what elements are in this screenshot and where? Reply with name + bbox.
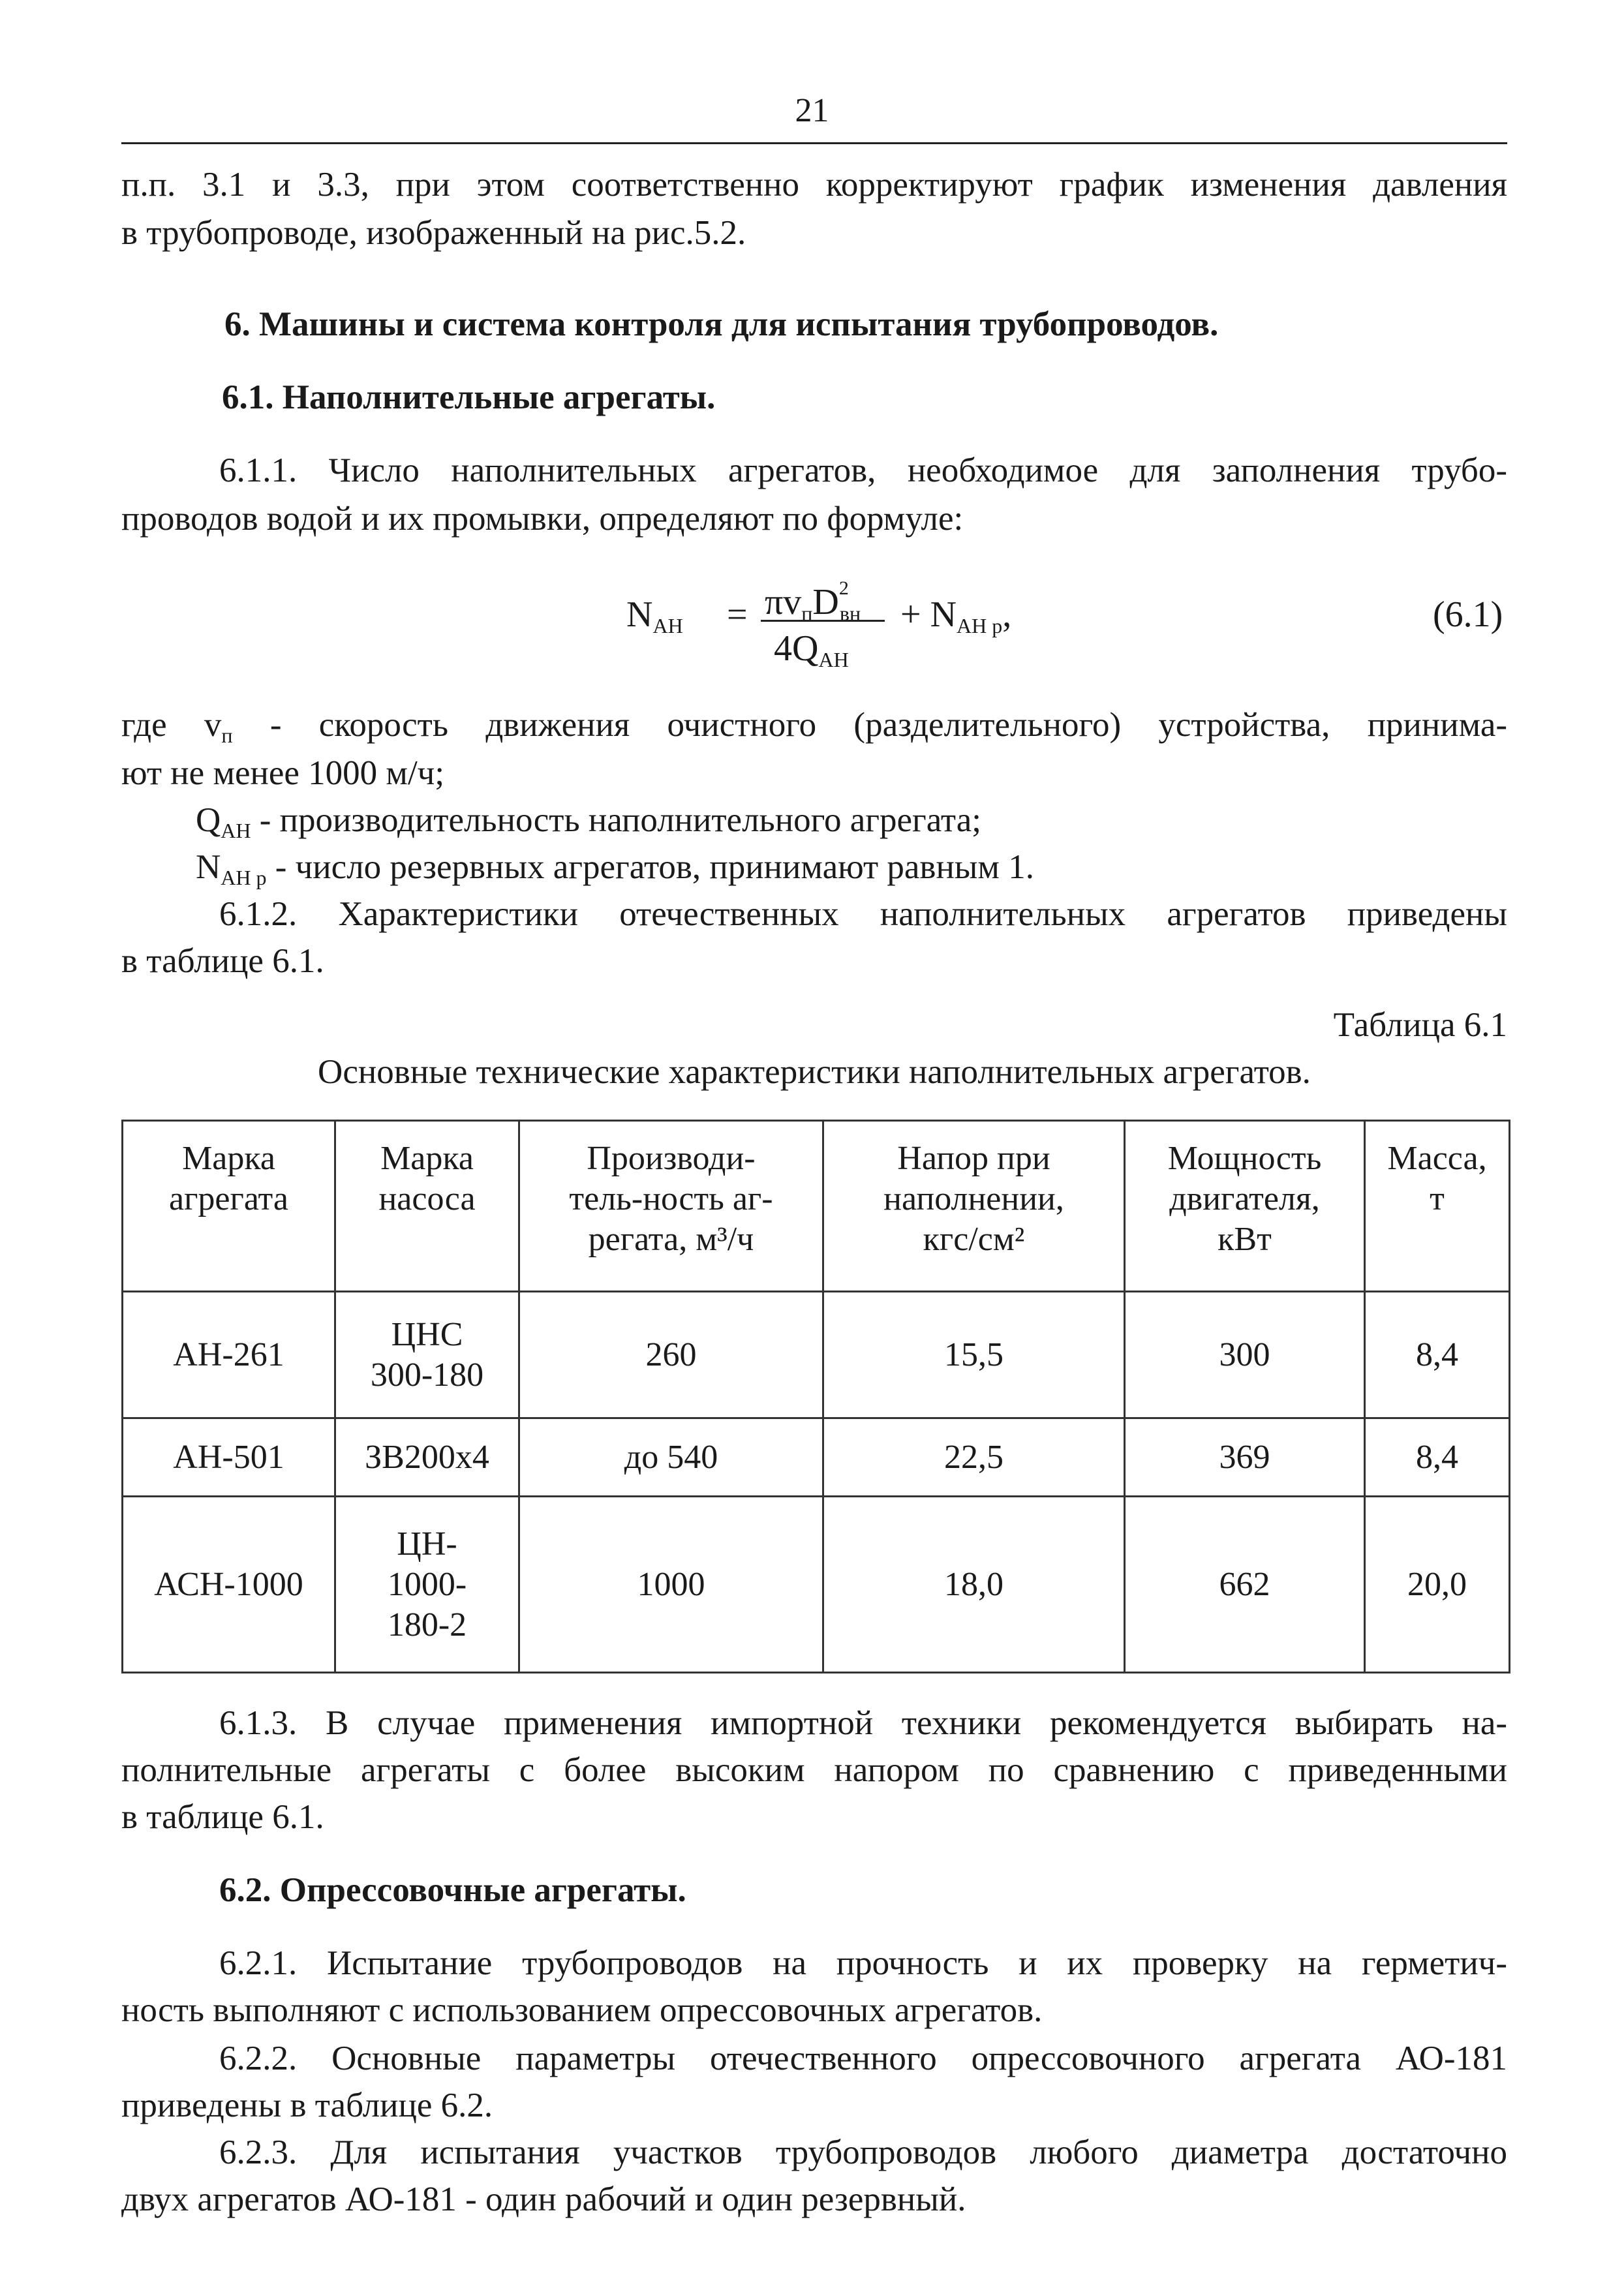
- p613-line-1: 6.1.3. В случае применения импортной техники рекомендуется выбирать на-: [219, 1704, 1507, 1742]
- cell-power: 662: [1125, 1497, 1365, 1673]
- nahr-definition: $N_{АН р}$ - число резервных агрегатов, принимают равным 1.: [196, 848, 1034, 889]
- header-power: Мощность двигателя, кВт: [1125, 1121, 1365, 1292]
- cell-capacity: 260: [519, 1292, 823, 1418]
- p613-line-2: полнительные агрегаты с более высоким напором по сравнению с приведенными: [121, 1751, 1507, 1789]
- section-6-heading: 6. Машины и система контроля для испытания трубопроводов.: [224, 305, 1219, 343]
- table-row: [123, 1292, 1510, 1418]
- section-6-1-heading: 6.1. Наполнительные агрегаты.: [222, 378, 716, 416]
- formula-number: (6.1): [1433, 594, 1503, 635]
- formula-denominator: $4Q_{АН}$: [774, 628, 849, 671]
- header-mass: Масса, т: [1365, 1121, 1510, 1292]
- formula-lhs: $N_{АН}$: [626, 594, 683, 637]
- p612-line-2: в таблице 6.1.: [121, 942, 324, 980]
- p611-line-2: проводов водой и их промывки, определяют по формуле:: [121, 500, 964, 538]
- formula-reserve-term: + $N_{АН р}$,: [900, 594, 1012, 637]
- cell-pump: ЦН- 1000- 180-2: [335, 1497, 519, 1673]
- cell-pressure: 22,5: [823, 1418, 1125, 1497]
- cell-pump: ЦНС 300-180: [335, 1292, 519, 1418]
- formula-fraction-bar: [761, 620, 885, 622]
- qah-definition: $Q_{АН}$ - производительность наполнительного агрегата;: [196, 801, 981, 842]
- cell-power: 369: [1125, 1418, 1365, 1497]
- cell-pressure: 15,5: [823, 1292, 1125, 1418]
- formula-numerator: $\pi v_пD^2_{вн}$: [765, 577, 861, 625]
- cell-pump: ЗВ200х4: [335, 1418, 519, 1497]
- cell-brand: АН-501: [123, 1418, 335, 1497]
- cell-capacity: 1000: [519, 1497, 823, 1673]
- where-line-1: где $v_п$ - скорость движения очистного (разделительного) устройства, принима-: [121, 706, 1507, 747]
- cell-mass: 8,4: [1365, 1418, 1510, 1497]
- p621-line-2: ность выполняют с использованием опрессовочных агрегатов.: [121, 1991, 1043, 2029]
- cell-brand: АСН-1000: [123, 1497, 335, 1673]
- cell-brand: АН-261: [123, 1292, 335, 1418]
- cell-mass: 8,4: [1365, 1292, 1510, 1418]
- page-number: 21: [795, 92, 829, 129]
- p623-line-1: 6.2.3. Для испытания участков трубопроводов любого диаметра достаточно: [219, 2133, 1507, 2171]
- table-row: [123, 1497, 1510, 1673]
- header-pump-brand: Марка насоса: [335, 1121, 519, 1292]
- p621-line-1: 6.2.1. Испытание трубопроводов на прочность и их проверку на герметич-: [219, 1944, 1507, 1982]
- table-header-row: [123, 1121, 1510, 1292]
- section-6-2-heading: 6.2. Опрессовочные агрегаты.: [219, 1871, 686, 1909]
- table-row: [123, 1418, 1510, 1497]
- p622-line-2: приведены в таблице 6.2.: [121, 2086, 493, 2124]
- cell-pressure: 18,0: [823, 1497, 1125, 1673]
- where-line-2: ют не менее 1000 м/ч;: [121, 754, 445, 792]
- p611-line-1: 6.1.1. Число наполнительных агрегатов, необходимое для заполнения трубо-: [219, 451, 1507, 489]
- header-capacity: Производи- тель-ность аг- регата, м³/ч: [519, 1121, 823, 1292]
- p623-line-2: двух агрегатов АО-181 - один рабочий и один резервный.: [121, 2180, 966, 2218]
- header-rule: [121, 142, 1507, 144]
- cell-capacity: до 540: [519, 1418, 823, 1497]
- p613-line-3: в таблице 6.1.: [121, 1798, 324, 1836]
- header-aggregate-brand: Марка агрегата: [123, 1121, 335, 1292]
- formula-equals: =: [727, 594, 748, 635]
- intro-line-2: в трубопроводе, изображенный на рис.5.2.: [121, 214, 746, 252]
- cell-mass: 20,0: [1365, 1497, 1510, 1673]
- cell-power: 300: [1125, 1292, 1365, 1418]
- p622-line-1: 6.2.2. Основные параметры отечественного опрессовочного агрегата АО-181: [219, 2040, 1507, 2077]
- header-pressure: Напор при наполнении, кгс/см²: [823, 1121, 1125, 1292]
- intro-line-1: п.п. 3.1 и 3.3, при этом соответственно корректируют график изменения давления: [121, 166, 1507, 204]
- table-label: Таблица 6.1: [1333, 1006, 1507, 1044]
- p612-line-1: 6.1.2. Характеристики отечественных наполнительных агрегатов приведены: [219, 895, 1507, 933]
- table-caption: Основные технические характеристики наполнительных агрегатов.: [318, 1053, 1311, 1091]
- aggregates-table: [121, 1120, 1510, 1673]
